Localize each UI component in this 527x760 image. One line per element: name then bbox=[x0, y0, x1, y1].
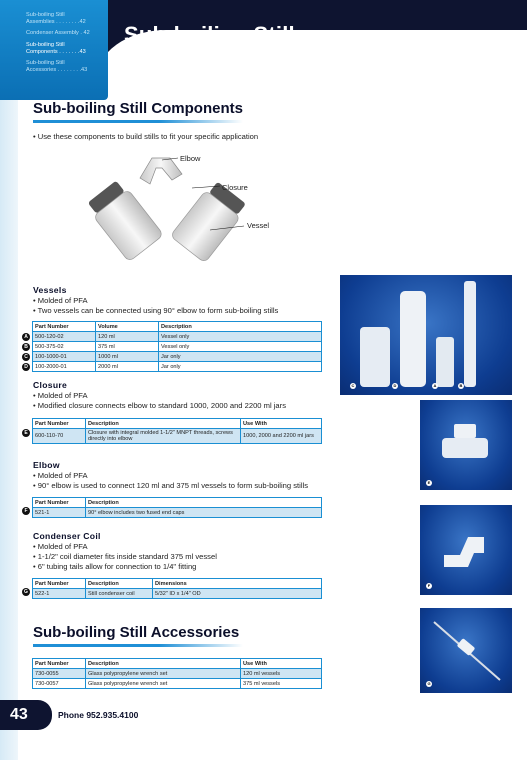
condenser-title: Condenser Coil bbox=[33, 531, 101, 541]
closure-title: Closure bbox=[33, 380, 68, 390]
table-header-row bbox=[33, 419, 322, 429]
item-badge: A bbox=[22, 333, 30, 341]
components-underline bbox=[33, 120, 243, 123]
coil-photo-art bbox=[420, 608, 512, 693]
elbow-table bbox=[32, 497, 322, 518]
table-cell: 375 ml vessels bbox=[241, 679, 322, 689]
condenser-bullet: • 1-1/2" coil diameter fits inside standard 375 ml vessel bbox=[33, 552, 217, 561]
table-header-row bbox=[33, 498, 322, 508]
closure-bullet: • Molded of PFA bbox=[33, 391, 88, 400]
elbow-callout: Elbow bbox=[180, 154, 201, 163]
table-row bbox=[33, 352, 322, 362]
assembly-illustration bbox=[80, 148, 290, 278]
column-header: Description bbox=[159, 322, 322, 332]
vessels-table bbox=[32, 321, 322, 372]
components-intro: • Use these components to build stills to fit your specific application bbox=[33, 132, 259, 141]
table-cell: 1000 ml bbox=[96, 352, 159, 362]
table-of-contents bbox=[0, 0, 108, 100]
accessories-underline bbox=[33, 644, 243, 647]
photo-label: A bbox=[433, 383, 437, 388]
item-badge: F bbox=[22, 507, 30, 515]
table-cell: 120 ml vessels bbox=[241, 669, 322, 679]
phone-number: Phone 952.935.4100 bbox=[58, 710, 139, 720]
column-header: Part Number bbox=[33, 498, 86, 508]
item-badge: D bbox=[22, 363, 30, 371]
elbow-part bbox=[140, 158, 182, 184]
table-cell: Glass polypropylene wrench set bbox=[86, 679, 241, 689]
column-header: Use With bbox=[241, 419, 322, 429]
column-header: Description bbox=[86, 579, 153, 589]
elbow-bullet: • Molded of PFA bbox=[33, 471, 88, 480]
vessels-photo-art bbox=[340, 275, 512, 395]
photo-label: F bbox=[427, 583, 431, 588]
table-row bbox=[33, 332, 322, 342]
condenser-bullet: • 6" tubing tails allow for connection to 1/4" fitting bbox=[33, 562, 197, 571]
column-header: Description bbox=[86, 498, 322, 508]
page-number: 43 bbox=[10, 706, 28, 723]
condenser-table bbox=[32, 578, 322, 599]
column-header: Description bbox=[86, 419, 241, 429]
column-header: Use With bbox=[241, 659, 322, 669]
table-cell: 100-1000-01 bbox=[33, 352, 96, 362]
item-badge: E bbox=[22, 429, 30, 437]
table-cell: Still condenser coil bbox=[86, 589, 153, 599]
photo-label: C bbox=[351, 383, 355, 388]
table-header-row bbox=[33, 659, 322, 669]
table-cell: Glass polypropylene wrench set bbox=[86, 669, 241, 679]
closure-photo-art bbox=[420, 400, 512, 490]
photo-label: B bbox=[459, 383, 463, 388]
table-header-row bbox=[33, 322, 322, 332]
toc-item-accessories[interactable]: Sub-boiling Still Accessories . . . . . . . .43 bbox=[26, 60, 88, 73]
table-cell: 375 ml bbox=[96, 342, 159, 352]
photo-label: G bbox=[427, 681, 431, 686]
table-row bbox=[33, 342, 322, 352]
closure-callout: Closure bbox=[222, 183, 248, 192]
elbow-bullet: • 90° elbow is used to connect 120 ml and 375 ml vessels to form sub-boiling stills bbox=[33, 481, 308, 490]
table-row bbox=[33, 589, 322, 599]
table-row bbox=[33, 679, 322, 689]
vessels-bullet: • Molded of PFA bbox=[33, 296, 88, 305]
table-cell: 600-110-70 bbox=[33, 429, 86, 444]
accessories-title: Sub-boiling Still Accessories bbox=[33, 624, 240, 641]
vessels-bullet: • Two vessels can be connected using 90° elbow to form sub-boiling stills bbox=[33, 306, 279, 315]
table-row bbox=[33, 508, 322, 518]
vessels-title: Vessels bbox=[33, 285, 67, 295]
item-badge: B bbox=[22, 343, 30, 351]
table-cell: 521-1 bbox=[33, 508, 86, 518]
table-cell: Jar only bbox=[159, 362, 322, 372]
column-header: Part Number bbox=[33, 322, 96, 332]
table-cell: 500-120-02 bbox=[33, 332, 96, 342]
elbow-photo bbox=[420, 505, 512, 595]
table-row bbox=[33, 362, 322, 372]
closure-bullet: • Modified closure connects elbow to standard 1000, 2000 and 2200 ml jars bbox=[33, 401, 286, 410]
toc-item-components[interactable]: Sub-boiling Still Components . . . . . . .43 bbox=[26, 42, 86, 55]
elbow-title: Elbow bbox=[33, 460, 60, 470]
table-cell: Vessel only bbox=[159, 332, 322, 342]
closure-table bbox=[32, 418, 322, 444]
vessels-photo bbox=[340, 275, 512, 395]
column-header: Dimensions bbox=[153, 579, 322, 589]
table-cell: 90° elbow includes two fused end caps bbox=[86, 508, 322, 518]
column-header: Volume bbox=[96, 322, 159, 332]
column-header: Description bbox=[86, 659, 241, 669]
components-title: Sub-boiling Still Components bbox=[33, 100, 243, 117]
table-cell: 100-2000-01 bbox=[33, 362, 96, 372]
table-cell: 120 ml bbox=[96, 332, 159, 342]
column-header: Part Number bbox=[33, 659, 86, 669]
toc-item-assemblies[interactable]: Sub-boiling Still Assemblies . . . . . . . .42 bbox=[26, 12, 86, 25]
item-badge: C bbox=[22, 353, 30, 361]
table-row bbox=[33, 429, 322, 444]
photo-label: D bbox=[393, 383, 397, 388]
table-cell: Jar only bbox=[159, 352, 322, 362]
table-cell: Vessel only bbox=[159, 342, 322, 352]
table-cell: 730-0055 bbox=[33, 669, 86, 679]
photo-label: E bbox=[427, 480, 431, 485]
table-cell: 1000, 2000 and 2200 ml jars bbox=[241, 429, 322, 444]
table-cell: 5/32" ID x 1/4" OD bbox=[153, 589, 322, 599]
table-cell: 730-0057 bbox=[33, 679, 86, 689]
vessel-callout: Vessel bbox=[247, 221, 270, 230]
table-cell: 500-375-02 bbox=[33, 342, 96, 352]
coil-photo bbox=[420, 608, 512, 693]
accessories-table bbox=[32, 658, 322, 689]
column-header: Part Number bbox=[33, 419, 86, 429]
table-cell: Closure with integral molded 1-1/2" MNPT threads, screws directly into elbow bbox=[86, 429, 241, 444]
condenser-bullet: • Molded of PFA bbox=[33, 542, 88, 551]
toc-item-condenser[interactable]: Condenser Assembly . 42 bbox=[26, 30, 90, 36]
table-cell: 522-1 bbox=[33, 589, 86, 599]
table-header-row bbox=[33, 579, 322, 589]
page-number-tab bbox=[0, 700, 52, 730]
left-stripe bbox=[0, 98, 18, 760]
table-cell: 2000 ml bbox=[96, 362, 159, 372]
page-title: Sub-boiling Stills bbox=[124, 22, 308, 47]
item-badge: G bbox=[22, 588, 30, 596]
closure-photo bbox=[420, 400, 512, 490]
elbow-photo-art bbox=[420, 505, 512, 595]
column-header: Part Number bbox=[33, 579, 86, 589]
table-row bbox=[33, 669, 322, 679]
